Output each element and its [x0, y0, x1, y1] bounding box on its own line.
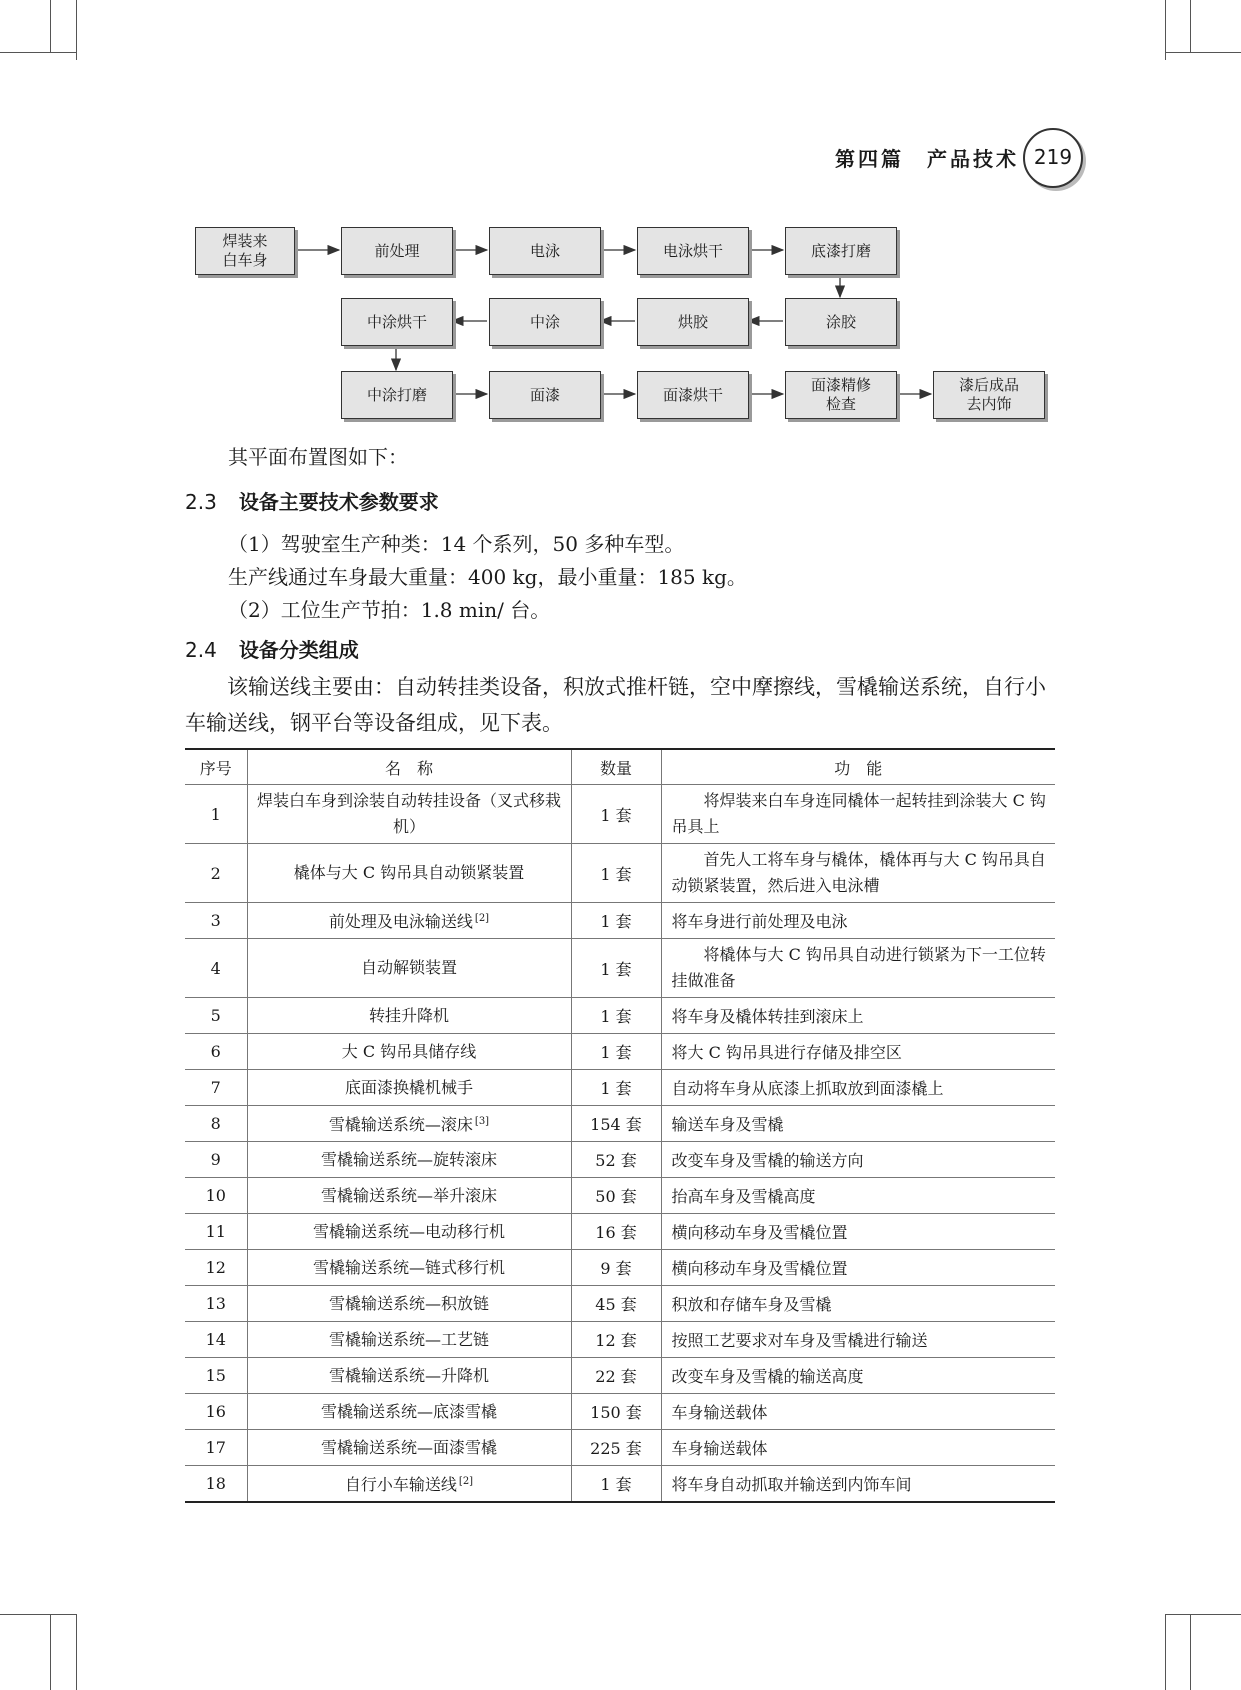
- flow-box-electrocoat: 电泳: [489, 227, 601, 275]
- flow-box-topcoat-inspection: 面漆精修 检查: [785, 371, 897, 419]
- flow-box-welded-body: 焊装来 白车身: [195, 227, 295, 275]
- cell-function: 按照工艺要求对车身及雪橇进行输送: [661, 1322, 1055, 1358]
- cell-function: 输送车身及雪橇: [661, 1106, 1055, 1142]
- cell-name: 大 C 钩吊具储存线: [247, 1034, 571, 1070]
- running-header: 第四篇 产品技术: [835, 147, 1019, 171]
- cell-no: 12: [185, 1250, 247, 1286]
- cell-name: 雪橇输送系统—电动移行机: [247, 1214, 571, 1250]
- cell-no: 2: [185, 844, 247, 903]
- citation-ref: [2]: [458, 1476, 474, 1487]
- table-row: [185, 1178, 1055, 1214]
- cell-function: 将橇体与大 C 钩吊具自动进行锁紧为下一工位转挂做准备: [661, 939, 1055, 998]
- cell-name: 雪橇输送系统—面漆雪橇: [247, 1430, 571, 1466]
- cell-no: 8: [185, 1106, 247, 1142]
- table-row: [185, 1466, 1055, 1503]
- table-row: [185, 1322, 1055, 1358]
- table-header-row: [185, 749, 1055, 785]
- cell-qty: 9 套: [571, 1250, 661, 1286]
- table-row: [185, 1430, 1055, 1466]
- flow-box-primer-sanding: 底漆打磨: [785, 227, 897, 275]
- cell-no: 10: [185, 1178, 247, 1214]
- cell-function: 横向移动车身及雪橇位置: [661, 1214, 1055, 1250]
- col-header-name: 名 称: [247, 749, 571, 785]
- section-paragraph: 该输送线主要由：自动转挂类设备，积放式推杆链，空中摩擦线，雪橇输送系统，自行小车输送线，钢平台等设备组成，见下表。: [185, 675, 1046, 735]
- cell-function: 车身输送载体: [661, 1430, 1055, 1466]
- cell-qty: 1 套: [571, 1070, 661, 1106]
- cell-function: 横向移动车身及雪橇位置: [661, 1250, 1055, 1286]
- cell-name: 雪橇输送系统—举升滚床: [247, 1178, 571, 1214]
- crop-mark: [0, 1614, 76, 1615]
- cell-no: 11: [185, 1214, 247, 1250]
- cell-no: 3: [185, 903, 247, 939]
- table-row: [185, 1106, 1055, 1142]
- cell-function: 改变车身及雪橇的输送高度: [661, 1358, 1055, 1394]
- citation-ref: [3]: [474, 1116, 490, 1127]
- table-row: [185, 903, 1055, 939]
- page-number: 219: [1023, 128, 1083, 188]
- crop-mark: [1190, 1614, 1191, 1690]
- section-heading-2-3: [185, 486, 439, 515]
- cell-qty: 16 套: [571, 1214, 661, 1250]
- flow-box-midcoat-sanding: 中涂打磨: [341, 371, 453, 419]
- cell-no: 17: [185, 1430, 247, 1466]
- cell-qty: 1 套: [571, 844, 661, 903]
- table-row: [185, 785, 1055, 844]
- cell-function: 将车身自动抓取并输送到内饰车间: [661, 1466, 1055, 1503]
- cell-function: 车身输送载体: [661, 1394, 1055, 1430]
- section-title: 设备分类组成: [238, 638, 359, 662]
- process-flowchart: [0, 0, 1241, 440]
- cell-no: 1: [185, 785, 247, 844]
- cell-name: 雪橇输送系统—旋转滚床: [247, 1142, 571, 1178]
- cell-function: 抬高车身及雪橇高度: [661, 1178, 1055, 1214]
- flow-box-to-trim: 漆后成品 去内饰: [933, 371, 1045, 419]
- citation-ref: [2]: [474, 913, 490, 924]
- flow-box-sealer-bake: 烘胶: [637, 298, 749, 346]
- cell-qty: 1 套: [571, 785, 661, 844]
- flow-box-ed-bake: 电泳烘干: [637, 227, 749, 275]
- cell-qty: 1 套: [571, 1466, 661, 1503]
- cell-no: 18: [185, 1466, 247, 1503]
- table-row: [185, 1358, 1055, 1394]
- cell-no: 7: [185, 1070, 247, 1106]
- table-row: [185, 1070, 1055, 1106]
- param-line-1: （1）驾驶室生产种类：14 个系列，50 多种车型。: [228, 532, 685, 556]
- cell-name: 前处理及电泳输送线 [2]: [247, 903, 571, 939]
- cell-qty: 22 套: [571, 1358, 661, 1394]
- cell-no: 14: [185, 1322, 247, 1358]
- flow-arrows: [0, 0, 1241, 440]
- flow-box-pretreatment: 前处理: [341, 227, 453, 275]
- cell-qty: 1 套: [571, 998, 661, 1034]
- cell-qty: 1 套: [571, 1034, 661, 1070]
- param-line-2: 生产线通过车身最大重量：400 kg，最小重量：185 kg。: [228, 565, 747, 589]
- section-heading-2-4: [185, 634, 359, 663]
- cell-no: 15: [185, 1358, 247, 1394]
- crop-mark: [1165, 1614, 1166, 1690]
- cell-function: 积放和存储车身及雪橇: [661, 1286, 1055, 1322]
- cell-no: 16: [185, 1394, 247, 1430]
- cell-function: 首先人工将车身与橇体，橇体再与大 C 钩吊具自动锁紧装置，然后进入电泳槽: [661, 844, 1055, 903]
- flow-box-topcoat-bake: 面漆烘干: [637, 371, 749, 419]
- cell-name: 底面漆换橇机械手: [247, 1070, 571, 1106]
- param-line-3: （2）工位生产节拍：1.8 min/ 台。: [228, 598, 551, 622]
- cell-function: 将车身及橇体转挂到滚床上: [661, 998, 1055, 1034]
- col-header-no: 序号: [185, 749, 247, 785]
- cell-no: 4: [185, 939, 247, 998]
- cell-name: 自动解锁装置: [247, 939, 571, 998]
- cell-name: 自行小车输送线 [2]: [247, 1466, 571, 1503]
- table-row: [185, 1142, 1055, 1178]
- cell-name: 雪橇输送系统—滚床 [3]: [247, 1106, 571, 1142]
- cell-name: 雪橇输送系统—底漆雪橇: [247, 1394, 571, 1430]
- cell-no: 9: [185, 1142, 247, 1178]
- section-title: 设备主要技术参数要求: [238, 490, 439, 514]
- col-header-function: 功 能: [661, 749, 1055, 785]
- section-number: 2.4: [185, 638, 217, 662]
- equipment-table: [185, 748, 1055, 1503]
- flow-box-midcoat-bake: 中涂烘干: [341, 298, 453, 346]
- cell-function: 改变车身及雪橇的输送方向: [661, 1142, 1055, 1178]
- cell-qty: 154 套: [571, 1106, 661, 1142]
- table-row: [185, 1286, 1055, 1322]
- cell-name: 雪橇输送系统—升降机: [247, 1358, 571, 1394]
- cell-function: 将车身进行前处理及电泳: [661, 903, 1055, 939]
- cell-name: 雪橇输送系统—积放链: [247, 1286, 571, 1322]
- table-row: [185, 939, 1055, 998]
- cell-qty: 52 套: [571, 1142, 661, 1178]
- cell-no: 13: [185, 1286, 247, 1322]
- cell-qty: 50 套: [571, 1178, 661, 1214]
- cell-function: 将焊装来白车身连同橇体一起转挂到涂装大 C 钩吊具上: [661, 785, 1055, 844]
- section-number: 2.3: [185, 490, 217, 514]
- cell-name: 焊装白车身到涂装自动转挂设备（叉式移栽机）: [247, 785, 571, 844]
- cell-name: 雪橇输送系统—工艺链: [247, 1322, 571, 1358]
- cell-name: 转挂升降机: [247, 998, 571, 1034]
- table-row: [185, 1250, 1055, 1286]
- cell-function: 自动将车身从底漆上抓取放到面漆橇上: [661, 1070, 1055, 1106]
- cell-no: 6: [185, 1034, 247, 1070]
- col-header-qty: 数量: [571, 749, 661, 785]
- cell-qty: 12 套: [571, 1322, 661, 1358]
- flow-box-topcoat: 面漆: [489, 371, 601, 419]
- crop-mark: [1165, 1614, 1241, 1615]
- table-row: [185, 1394, 1055, 1430]
- crop-mark: [76, 1614, 77, 1690]
- table-row: [185, 998, 1055, 1034]
- cell-qty: 150 套: [571, 1394, 661, 1430]
- flow-box-sealing: 涂胶: [785, 298, 897, 346]
- cell-name: 橇体与大 C 钩吊具自动锁紧装置: [247, 844, 571, 903]
- cell-qty: 1 套: [571, 939, 661, 998]
- cell-qty: 1 套: [571, 903, 661, 939]
- cell-function: 将大 C 钩吊具进行存储及排空区: [661, 1034, 1055, 1070]
- cell-qty: 45 套: [571, 1286, 661, 1322]
- cell-qty: 225 套: [571, 1430, 661, 1466]
- intro-text: 其平面布置图如下：: [228, 445, 408, 469]
- table-row: [185, 1214, 1055, 1250]
- flow-box-midcoat: 中涂: [489, 298, 601, 346]
- table-row: [185, 844, 1055, 903]
- table-row: [185, 1034, 1055, 1070]
- cell-name: 雪橇输送系统—链式移行机: [247, 1250, 571, 1286]
- cell-no: 5: [185, 998, 247, 1034]
- crop-mark: [50, 1614, 51, 1690]
